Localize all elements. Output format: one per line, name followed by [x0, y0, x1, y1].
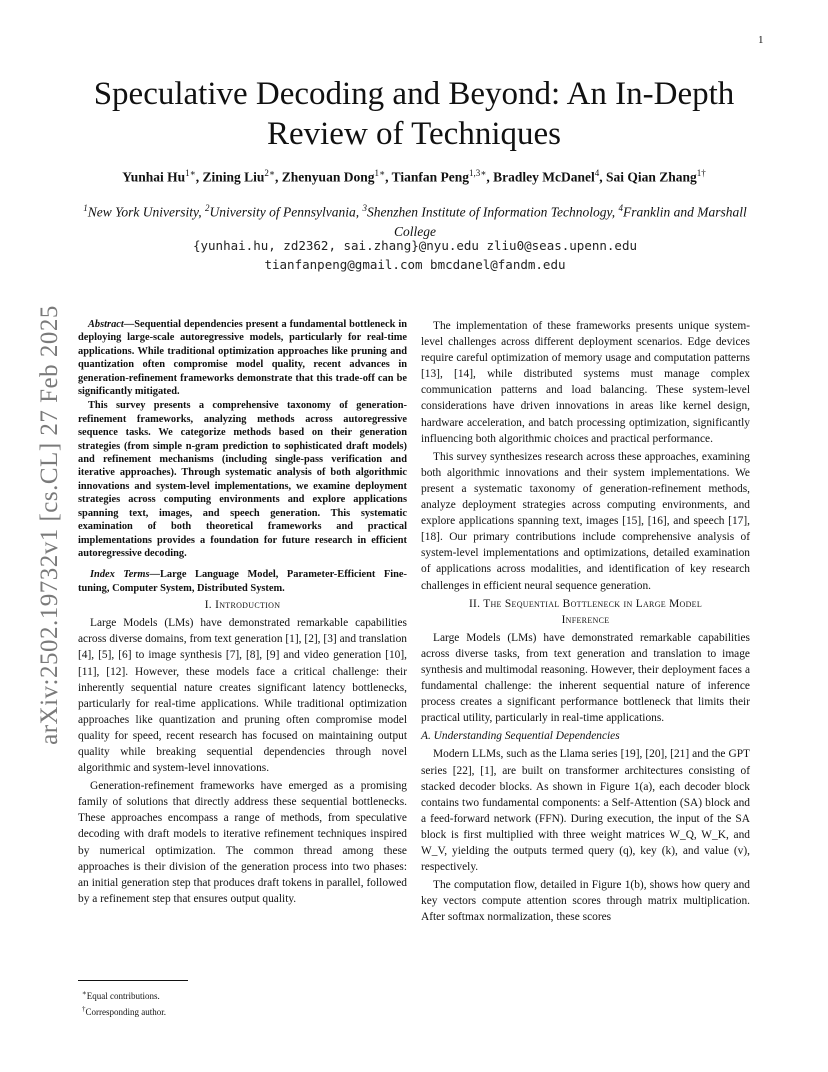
author: Sai Qian Zhang [606, 169, 697, 185]
author-mark: 1∗ [185, 168, 196, 178]
right-column [421, 318, 750, 927]
body-paragraph: This survey synthesizes research across these approaches, examining both algorithmic innovations and their system implementations. We present a systematic taxonomy of generation-refinement methods, analyze deployment strategies across computing environments, and explore applications spanning text, images [15], [16], and speech [17], [18]. Our primary contributions include comprehensive analysis of system-level implementations and optimizations, detailed examination of applications across modalities, and identification of key research challenges in efficient neural sequence generation. [421, 450, 750, 592]
body-paragraph: The computation flow, detailed in Figure 1(b), shows how query and key vectors compute attention scores through matrix multiplication. After softmax normalization, these scores [421, 879, 750, 924]
author: Tianfan Peng [391, 169, 470, 185]
index-terms-text: —Large Language Model, Parameter-Efficient Fine-tuning, Computer System, Distributed System. [78, 569, 407, 594]
affil-mark: 4 [618, 203, 623, 213]
author-mark: 4 [594, 168, 600, 178]
affiliations [70, 199, 760, 241]
author-mark: 1,3∗ [469, 168, 487, 178]
author: Zhenyuan Dong [281, 169, 375, 185]
body-paragraph: The implementation of these frameworks presents unique system-level challenges across different deployment scenarios. Edge devices require careful optimization of memory usage and computation patterns [13], [14], while distributed systems must manage complex communication patterns and load balancing. These system-level considerations have driven innovations in areas like kernel design, hardware acceleration, and batch processing optimization, significantly influencing both algorithmic choices and practical performance. [421, 320, 750, 445]
author: Zining Liu [202, 169, 265, 185]
title-line-2: Review of Techniques [266, 116, 561, 152]
author-mark: 1† [696, 168, 706, 178]
section-heading-line-2: Inference [561, 613, 610, 626]
title-line-1: Speculative Decoding and Beyond: An In-Depth [93, 76, 735, 112]
intro-paragraph-2: Generation-refinement frameworks have emerged as a promising family of solutions that directly address these sequential bottlenecks. These approaches encompass a range of methods, from speculative decoding with draft models to iterative refinement techniques inspired by numerical optimization. The common thread among these approaches is their division of the generation process into two phases: an initial generation step that produces draft tokens in parallel, followed by a refinement step that ensures output quality. [78, 780, 407, 905]
footnotes [78, 980, 407, 1019]
section-heading-introduction: I. Introduction [204, 599, 281, 612]
affiliation: University of Pennsylvania, [209, 204, 363, 220]
index-terms [78, 568, 407, 595]
abstract-text-1: —Sequential dependencies present a fundamental bottleneck in deploying large-scale autoregressive models, particularly for real-time applications. While traditional optimization approaches like pruning and quantization often compromise model quality, recent advances in generation-refinement frameworks demonstrate that this trade-off can be significantly mitigated. [78, 319, 407, 398]
email-line-2[interactable]: tianfanpeng@gmail.com bmcdanel@fandm.edu [264, 257, 566, 272]
author: Yunhai Hu [122, 169, 186, 185]
page-number: 1 [758, 34, 764, 46]
affiliation: Shenzhen Institute of Information Technology, [367, 204, 619, 220]
abstract [78, 318, 407, 560]
section-heading-line-1: II. The Sequential Bottleneck in Large Model [468, 597, 703, 610]
body-paragraph: Large Models (LMs) have demonstrated remarkable capabilities across diverse tasks, from text generation and translation to image synthesis and multimodal reasoning. However, their deployment faces a fundamental challenge: the inherent sequential nature of inference process creates a significant performance bottleneck that limits their practical utility, particularly in real-time applications. [421, 631, 750, 725]
arxiv-stamp-text: arXiv:2502.19732v1 [cs.CL] 27 Feb 2025 [36, 305, 64, 745]
footnote-rule [78, 980, 188, 981]
footnote-text: Equal contributions. [86, 991, 160, 1001]
affil-mark: 3 [362, 203, 367, 213]
author: Bradley McDanel [493, 169, 595, 185]
affil-mark: 2 [205, 203, 210, 213]
body-paragraph: Modern LLMs, such as the Llama series [19], [20], [21] and the GPT series [22], [1], are built on transformer architectures consisting of stacked decoder blocks. As shown in Figure 1(a), each decoder block contains two fundamental components: a Self-Attention (SA) block and a feed-forward network (FFN). During execution, the input of the SA block is first multiplied with three weight matrices W_Q, W_K, and W_V, yielding the outputs termed query (q), key (k), and value (v), respectively. [421, 748, 750, 874]
footnote-equal: ∗Equal contributions. [82, 989, 160, 1001]
left-column [78, 318, 407, 909]
email-block [70, 236, 760, 274]
paper-title [80, 74, 748, 154]
arxiv-stamp[interactable] [38, 290, 62, 760]
abstract-label: Abstract [88, 319, 124, 330]
footnote-text: Corresponding author. [85, 1007, 166, 1017]
affil-mark: 1 [83, 203, 88, 213]
section-heading-sequential-bottleneck [421, 596, 750, 628]
subsection-heading: A. Understanding Sequential Dependencies [421, 730, 620, 743]
email-line-1[interactable]: {yunhai.hu, zd2362, sai.zhang}@nyu.edu zliu0@seas.upenn.edu [192, 238, 637, 253]
author-mark: 1∗ [374, 168, 386, 178]
abstract-p2: This survey presents a comprehensive taxonomy of generation-refinement frameworks, analyzing methods across autoregressive sequence tasks. We categorize methods based on their generation strategies (from simple n-gram prediction to sophisticated draft models) and refinement mechanisms (including single-pass verification and iterative approaches). Through systematic analysis of both algorithmic innovations and system-level implementations, we examine deployment strategies across computing environments and explore applications spanning text, images, and speech generation. This systematic examination of both theoretical frameworks and practical implementations provides a foundation for future research in efficient autoregressive decoding. [78, 400, 407, 559]
affiliation: Franklin and Marshall College [394, 204, 747, 239]
affiliation: New York University, [87, 204, 206, 220]
index-terms-label: Index Terms [90, 569, 150, 581]
author-list: Yunhai $Hu^{1∗}$, Zining Liu$^{2∗}$, Zhenyuan Dong$^{1∗}$, Tianfan Peng$^{1,3∗}$, Bradley McDanel$^4$, Sai Qian Zhang$^{1\dagger}$ [122, 168, 706, 185]
intro-paragraph-1: Large Models (LMs) have demonstrated remarkable capabilities across diverse domains, from text generation [1], [2], [3] and translation [4], [5], [6] to image synthesis [7], [8], [9] and video generation [10], [11], [12]. However, these models face a critical challenge: their inherently sequential nature creates significant latency bottlenecks, particularly for real-time applications. While traditional optimization approaches like quantization and pruning often compromise model quality for speed, recent research has focused on maintaining output quality while breaking sequential dependencies through novel algorithmic and system-level innovations. [78, 617, 407, 775]
author-mark: 2∗ [264, 168, 276, 178]
abstract-p1 [78, 318, 407, 398]
footnote-corresponding: †Corresponding author. [82, 1005, 166, 1017]
